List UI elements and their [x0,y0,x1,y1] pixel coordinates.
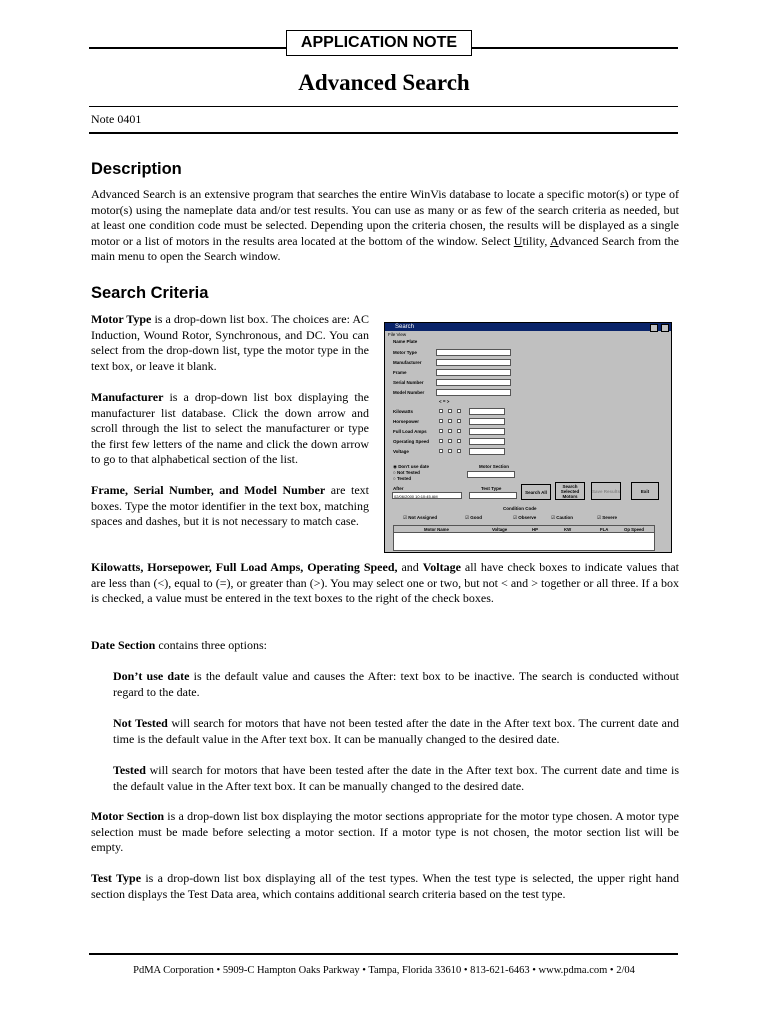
description-heading: Description [91,160,182,178]
application-note-badge: APPLICATION NOTE [286,30,472,56]
advanced-text: dvanced Search from the main menu to open the Search window. [91,233,679,264]
dont-use-date-paragraph [113,669,679,700]
manufacturer-label: Manufacturer [393,360,422,365]
date-option-not-tested-label: Not Tested [396,470,420,475]
motor-type-term: Motor Type [91,312,152,326]
manufacturer-text: is a drop-down list box displaying the manufacturer list database. Click the down arrow and scroll through the list to select the manufacturer or type the first few letters of the name and click the down arrow to go to that alphabetical section of the list. [91,390,369,467]
title-rule [89,106,678,107]
model-number-field [436,389,511,396]
date-section-text: contains three options: [155,638,267,652]
model-number-label: Model Number [393,390,425,395]
operating-speed-label: Operating Speed [393,439,430,444]
search-window-screenshot [384,322,672,553]
checkbox [439,449,443,453]
voltage-term: Voltage [422,560,461,574]
note-number: Note 0401 [91,112,142,126]
description-text: Advanced Search is an extensive program that searches the entire WinVis database to locate a specific motor(s) or type of motor(s) using the nameplate data and/or test results. You can use as many or as few of the search criteria as needed, but at least one condition code must be selected. Depending upon the criteria chosen, the results will be displayed as a single motor or a list of motors in the results area located at the bottom of the window. Select [91,187,679,248]
motor-type-label: Motor Type [393,350,417,355]
checkbox [448,449,452,453]
minimize-icon [650,324,658,332]
kilowatts-field [469,408,505,415]
checkbox [439,429,443,433]
utility-mnemonic: U [513,233,523,248]
manufacturer-term: Manufacturer [91,390,164,404]
window-titlebar [385,323,671,331]
frame-term: Frame, Serial Number, and Model Number [91,483,326,497]
tested-term: Tested [113,763,146,777]
dont-use-date-term: Don’t use date [113,669,190,683]
col-motor-name: Motor Name [424,526,449,532]
checkbox [439,419,443,423]
test-type-term: Test Type [91,871,142,885]
condition-caution-label: Caution [556,515,574,520]
voltage-label: Voltage [393,449,409,454]
condition-severe-label: Severe [602,515,618,520]
condition-good-label: Good [470,515,483,520]
kilowatts-paragraph [91,560,679,607]
col-hp: HP [532,526,538,532]
motor-type-paragraph [91,312,369,374]
compare-header: < = > [439,399,450,404]
checkbox [457,409,461,413]
checkbox [448,429,452,433]
condition-code-label: Condition Code [503,506,537,511]
manufacturer-dropdown [436,359,511,366]
tested-paragraph [113,763,679,794]
checkbox [457,439,461,443]
date-section-paragraph [91,638,679,654]
date-section-term: Date Section [91,638,156,652]
advanced-mnemonic: A [549,233,559,248]
close-icon [661,324,669,332]
window-title: Search [395,324,415,330]
kilowatts-text: all have check boxes to indicate values that are less than (<), equal to (=), or greater than (>). You may select one or two, but not < and > together or all three. If a box is checked, a value must be entered in the text boxes to the right of the check boxes. [91,560,679,606]
date-option-tested-label: Tested [396,476,412,481]
checkbox [448,409,452,413]
not-tested-text: will search for motors that have not been tested after the date in the After text box. The current date and time is the default value in the After text box. It can be manually changed to the desired date. [113,716,679,746]
condition-caution: ☑ Caution [551,515,574,520]
frame-paragraph [91,483,369,530]
col-voltage: Voltage [492,526,508,532]
condition-observe-label: Observe [518,515,537,520]
page-title: Advanced Search [298,70,470,95]
voltage-field [469,448,505,455]
motor-section-term: Motor Section [91,809,165,823]
test-type-label: Test Type [481,486,502,491]
results-header [394,526,654,533]
manufacturer-paragraph [91,390,369,468]
horsepower-label: Horsepower [393,419,420,424]
footer-rule [89,953,678,955]
after-field [392,492,462,499]
results-list [393,525,655,551]
frame-text: are text boxes. Type the motor identifier in the text box, matching spaces and dashes, but it is not necessary to match case. [91,483,369,529]
motor-type-text: is a drop-down list box. The choices are: AC Induction, Wound Rotor, Synchronous, and DC. You can select from the drop-down list, type the motor type in the text box, or leave it blank. [91,312,369,373]
utility-text: tility, [522,233,550,248]
motor-section-text: is a drop-down list box displaying the motor sections appropriate for the motor type chosen. A motor type selection must be made before selecting a motor section. If a motor type is not chosen, the motor section list will be empty. [91,809,679,855]
dont-use-date-text: is the default value and causes the After: text box to be inactive. The search is conducted without regard to the date. [113,669,679,699]
operating-speed-field [469,438,505,445]
serial-number-field [436,379,511,386]
frame-label: Frame [393,370,407,375]
condition-severe: ☑ Severe [597,515,618,520]
checkbox [457,449,461,453]
motor-type-dropdown [436,349,511,356]
condition-observe: ☑ Observe [513,515,537,520]
date-option-tested: ○ Tested [393,476,412,481]
date-option-dont-use-label: Don't use date [398,464,430,469]
search-criteria-heading: Search Criteria [91,284,209,302]
after-value: 02/06/2000 10:10:45 AM [394,494,438,499]
checkbox [448,419,452,423]
motor-section-dropdown [467,471,515,478]
test-type-dropdown [469,492,517,499]
kilowatts-term: Kilowatts, Horsepower, Full Load Amps, Operating Speed, [91,560,398,574]
col-op-speed: Op Speed [624,526,645,532]
full-load-amps-field [469,428,505,435]
not-tested-paragraph [113,716,679,747]
condition-not-assigned: ☑ Not Assigned [403,515,438,520]
condition-good: ☑ Good [465,515,483,520]
serial-number-label: Serial Number [393,380,424,385]
save-results-button: Save Results [591,482,621,500]
note-rule [89,132,678,134]
checkbox [448,439,452,443]
exit-button: Exit [631,482,659,500]
window-menu: File View [388,332,407,337]
kilowatts-and: and [397,560,423,574]
kilowatts-label: Kilowatts [393,409,414,414]
col-fla: FLA [600,526,609,532]
description-paragraph [91,187,679,265]
motor-section-paragraph [91,809,679,856]
frame-field [436,369,511,376]
date-option-dont-use: ◉ Don't use date [393,464,430,469]
not-tested-term: Not Tested [113,716,168,730]
horsepower-field [469,418,505,425]
full-load-amps-label: Full Load Amps [393,429,427,434]
condition-not-assigned-label: Not Assigned [408,515,438,520]
motor-section-label: Motor Section [479,464,509,469]
footer-contact: PdMA Corporation • 5909-C Hampton Oaks Parkway • Tampa, Florida 33610 • 813-621-6463 • www.pdma.com • 2/04 [133,965,635,976]
after-label: After [393,486,404,491]
checkbox [439,439,443,443]
search-selected-button: Search Selected Motors [555,482,585,500]
search-all-button: Search All [521,484,551,500]
checkbox [439,409,443,413]
checkbox [457,429,461,433]
date-option-not-tested: ○ Not Tested [393,470,420,475]
col-kw: KW [564,526,572,532]
name-plate-label: Name Plate [393,339,418,344]
checkbox [457,419,461,423]
test-type-paragraph [91,871,679,902]
test-type-text: is a drop-down list box displaying all of the test types. When the test type is selected, the upper right hand section displays the Test Data area, which contains additional search criteria based on the test type. [91,871,679,901]
tested-text: will search for motors that have been tested after the date in the After text box. The current date and time is the default value in the After text box. It can be manually changed to the desired date. [113,763,679,793]
